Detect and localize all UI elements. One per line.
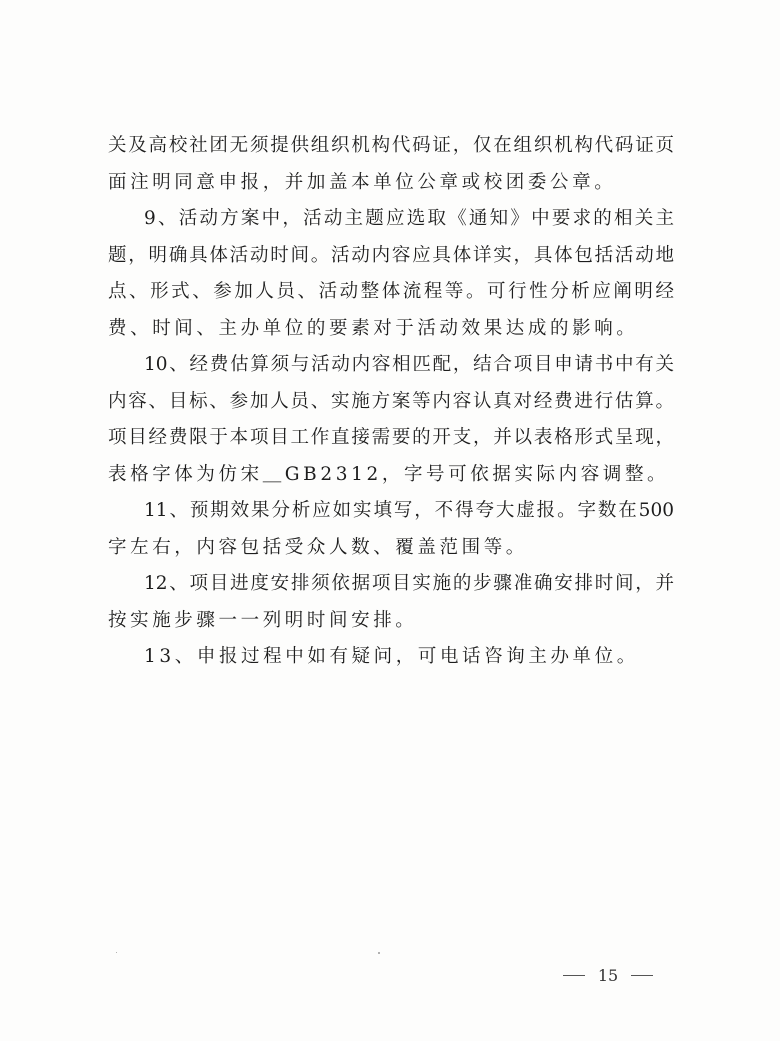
body-text (108, 128, 674, 676)
footer-right-dash (631, 975, 653, 976)
paragraph-8-line-2: 关及高校社团无须提供组织机构代码证，仅在组织机构代码证页 (108, 135, 674, 156)
paragraph-8-line-3: 面注明同意申报，并加盖本单位公章或校团委公章。 (108, 171, 617, 193)
page-number: 15 (597, 965, 619, 985)
paragraph-11-line-2: 字左右，内容包括受众人数、覆盖范围等。 (108, 536, 528, 558)
paragraph-10-line-2: 内容、目标、参加人员、实施方案等内容认真对经费进行估算。 (108, 390, 674, 412)
paragraph-11-line-1: 11、预期效果分析应如实填写，不得夸大虚报。字数在500 (144, 500, 674, 521)
paragraph-10-line-1: 10、经费估算须与活动内容相匹配，结合项目申请书中有关 (144, 354, 674, 375)
paragraph-13-line-1: 13、申报过程中如有疑问，可电话咨询主办单位。 (144, 646, 639, 667)
scan-speck (378, 952, 380, 954)
footer-left-dash (563, 975, 585, 976)
page-footer (563, 960, 653, 990)
paragraph-9-line-4: 费、时间、主办单位的要素对于活动效果达成的影响。 (108, 317, 639, 339)
paragraph-10-line-4: 表格字体为仿宋＿GB2312，字号可依据实际内容调整。 (108, 463, 670, 485)
paragraph-9-line-1: 9、活动方案中，活动主题应选取《通知》中要求的相关主 (144, 208, 674, 229)
paragraph-12-line-1: 12、项目进度安排须依据项目实施的步骤准确安排时间，并 (144, 573, 674, 594)
paragraph-9-line-2: 题，明确具体活动时间。活动内容应具体详实，具体包括活动地 (108, 244, 674, 266)
paragraph-12-line-2: 按实施步骤一一列明时间安排。 (108, 609, 418, 631)
scan-speck (116, 952, 117, 953)
paragraph-10-line-3: 项目经费限于本项目工作直接需要的开支，并以表格形式呈现， (108, 427, 674, 448)
paragraph-9-line-3: 点、形式、参加人员、活动整体流程等。可行性分析应阐明经 (108, 281, 674, 302)
